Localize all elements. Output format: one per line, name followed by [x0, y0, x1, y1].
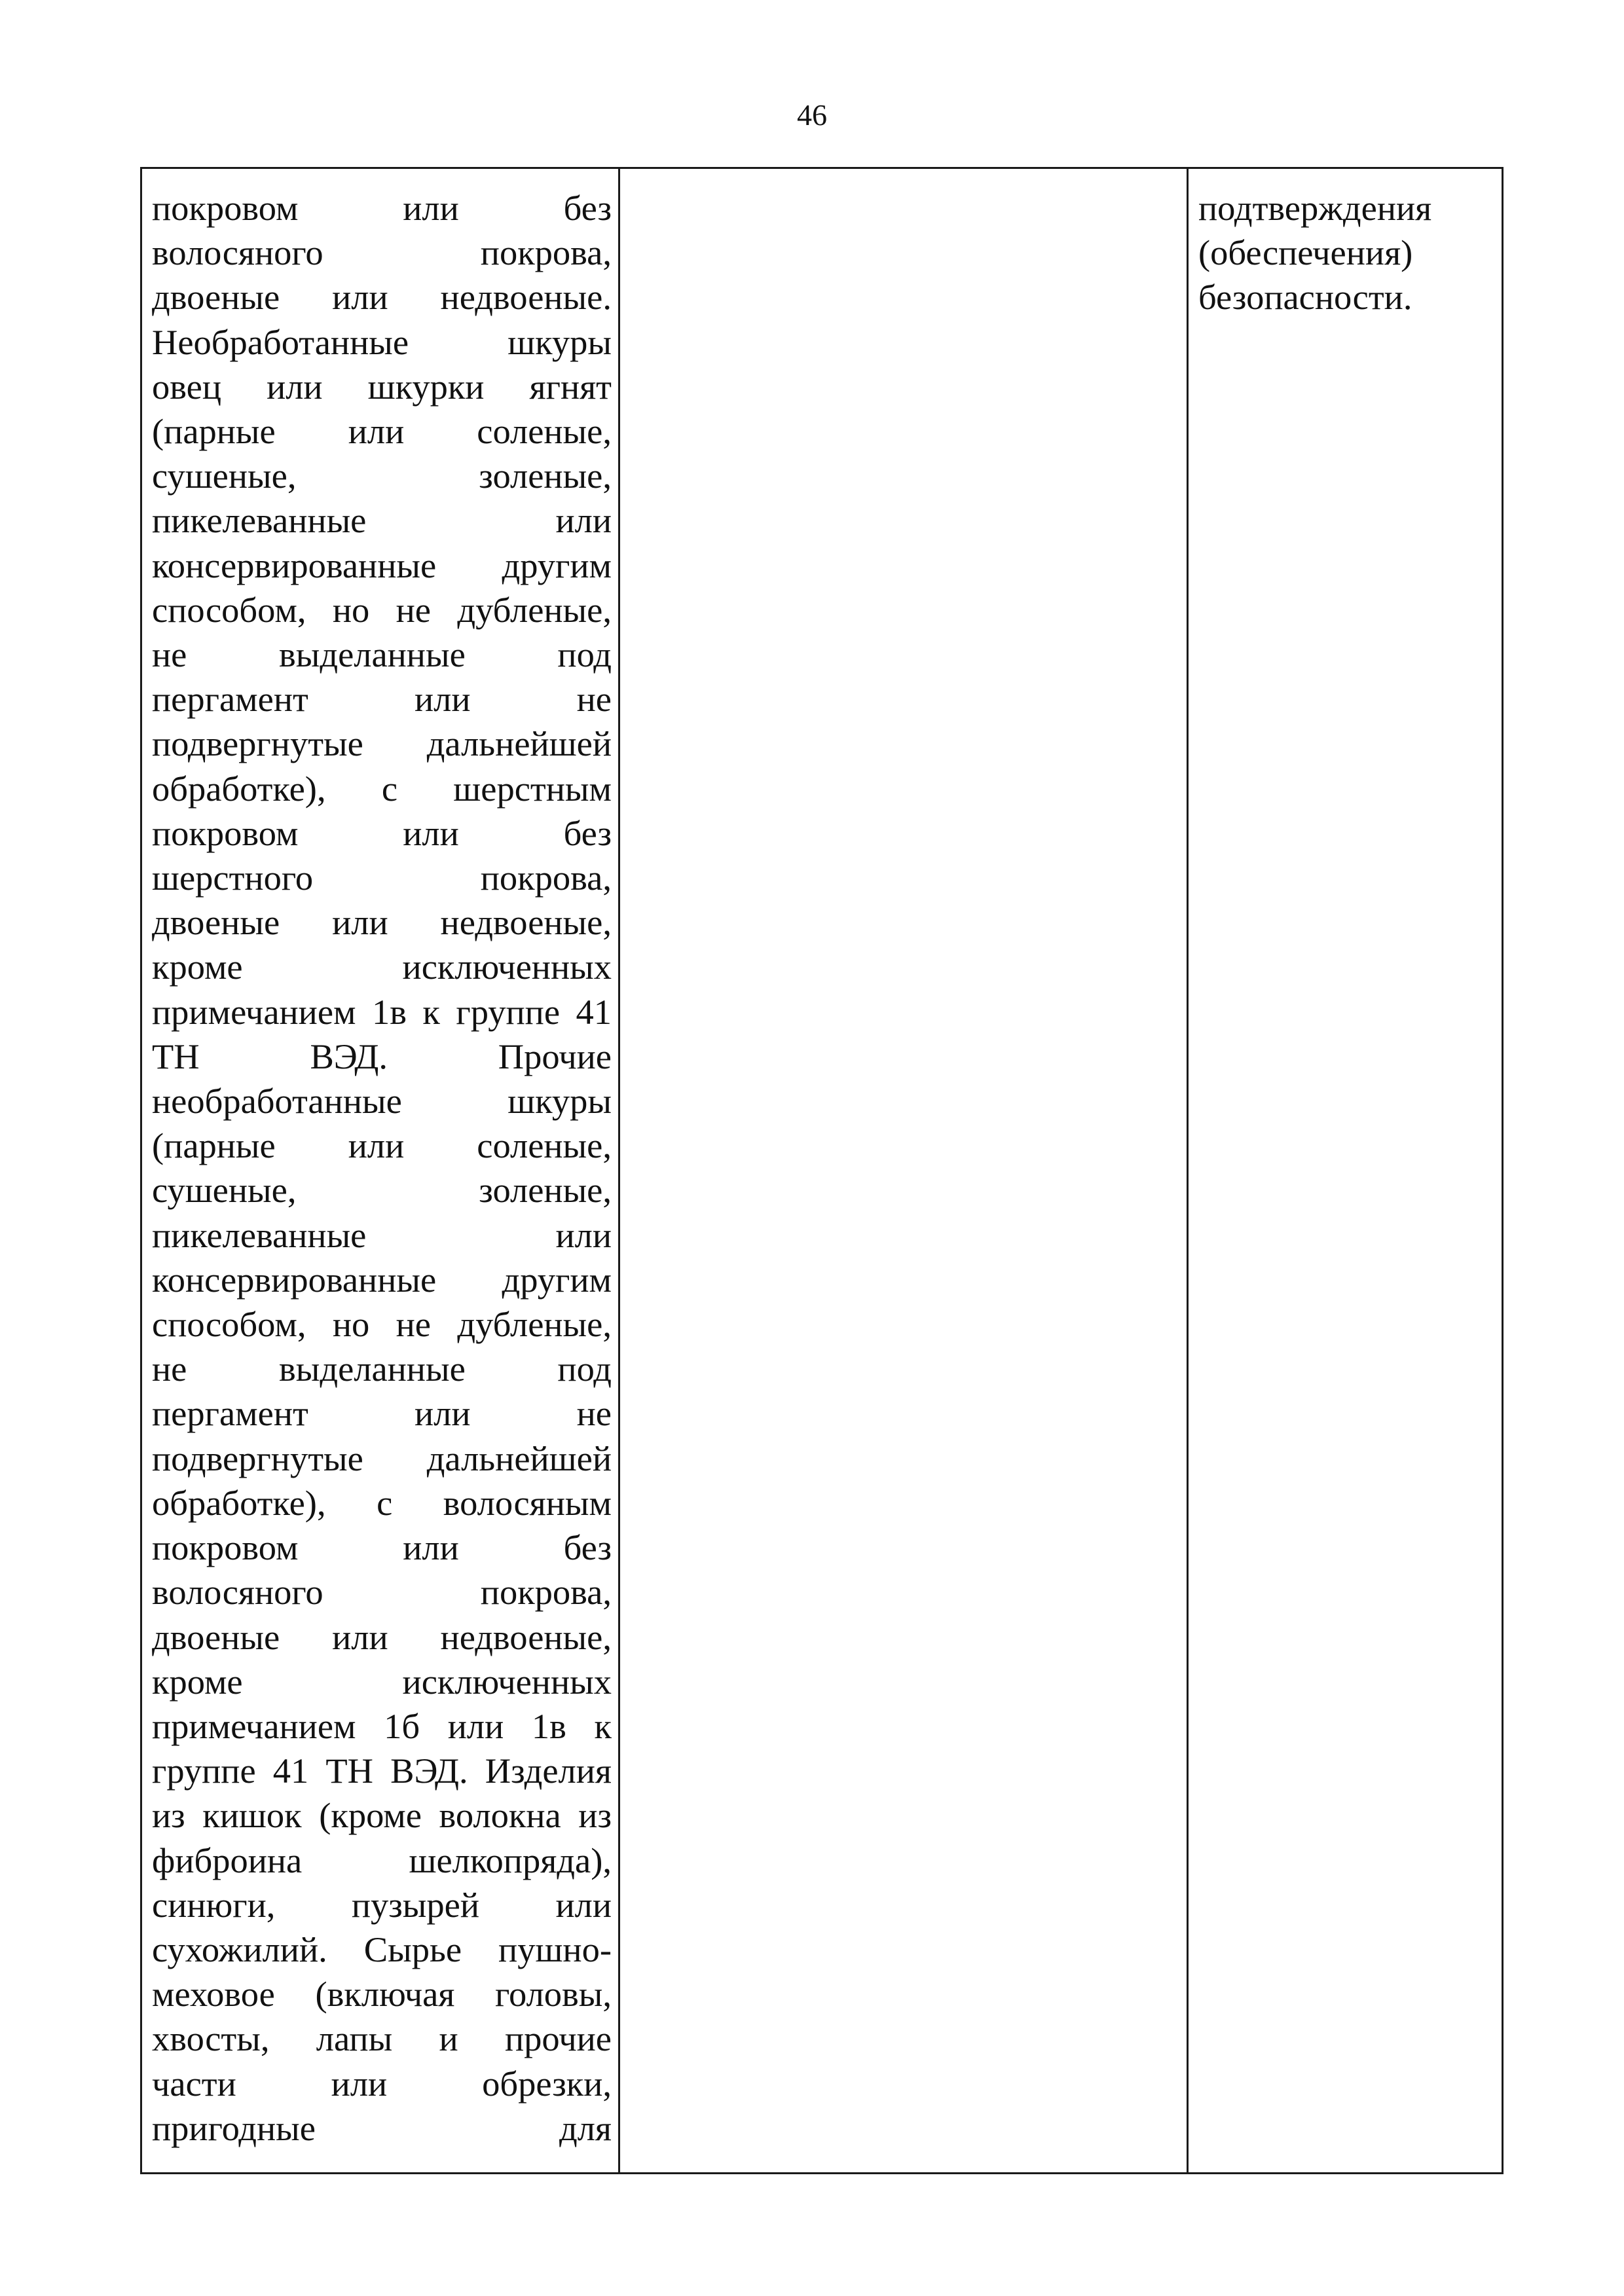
table-row	[141, 168, 1503, 2174]
text-line: сухожилий. Сырье пушно-	[152, 1929, 612, 1969]
table-cell-safety-confirmation	[1188, 168, 1503, 2174]
text-line: волосяного покрова,	[152, 232, 612, 273]
text-line: примечанием 1б или 1в к	[152, 1705, 612, 1746]
text-line: из кишок (кроме волокна из	[152, 1795, 612, 1836]
text-line: двоеные или недвоеные,	[152, 1616, 612, 1657]
text-line: двоеные или недвоеные.	[152, 277, 612, 318]
text-line: пергамент или не	[152, 679, 612, 720]
text-line: двоеные или недвоеные,	[152, 902, 612, 943]
text-line: пергамент или не	[152, 1393, 612, 1434]
text-line: обработке), с шерстным	[152, 768, 612, 809]
text-line: покровом или без	[152, 188, 612, 228]
text-line: покровом или без	[152, 1527, 612, 1568]
text-line: фиброина шелкопряда),	[152, 1840, 612, 1880]
text-line: (парные или соленые,	[152, 411, 612, 452]
text-line: группе 41 ТН ВЭД. Изделия	[152, 1751, 612, 1791]
text-line: сушеные, золеные,	[152, 456, 612, 496]
page-number: 46	[797, 98, 827, 132]
table-cell-empty	[619, 168, 1188, 2174]
text-line: способом, но не дубленые,	[152, 1304, 612, 1345]
text-line: ТН ВЭД. Прочие	[152, 1036, 612, 1076]
text-line: (парные или соленые,	[152, 1125, 612, 1166]
text-line: консервированные другим	[152, 1259, 612, 1300]
text-line: не выделанные под	[152, 1349, 612, 1389]
text-line: хвосты, лапы и прочие	[152, 2018, 612, 2059]
text-line: покровом или без	[152, 812, 612, 853]
text-line: части или обрезки,	[152, 2063, 612, 2104]
text-line: консервированные другим	[152, 545, 612, 585]
text-line: Необработанные шкуры	[152, 321, 612, 362]
text-line: шерстного покрова,	[152, 858, 612, 898]
text-line: (обеспечения)	[1198, 232, 1413, 273]
text-line: кроме исключенных	[152, 1661, 612, 1702]
text-line: кроме исключенных	[152, 947, 612, 987]
text-line: синюги, пузырей или	[152, 1884, 612, 1925]
table-cell-product-description	[141, 168, 619, 2174]
text-line: способом, но не дубленые,	[152, 589, 612, 630]
text-line: подтверждения	[1198, 188, 1432, 228]
text-line: подвергнутые дальнейшей	[152, 723, 612, 764]
text-line: волосяного покрова,	[152, 1572, 612, 1613]
text-line: безопасности.	[1198, 277, 1412, 318]
text-line: обработке), с волосяным	[152, 1482, 612, 1523]
text-line: необработанные шкуры	[152, 1081, 612, 1121]
text-line: пригодные для	[152, 2107, 612, 2148]
text-line: не выделанные под	[152, 634, 612, 675]
document-table	[140, 167, 1504, 2174]
text-line: пикелеванные или	[152, 500, 612, 541]
text-line: овец или шкурки ягнят	[152, 366, 612, 407]
text-line: сушеные, золеные,	[152, 1170, 612, 1211]
safety-confirmation-text	[1189, 169, 1502, 320]
text-line: пикелеванные или	[152, 1214, 612, 1255]
text-line: подвергнутые дальнейшей	[152, 1438, 612, 1478]
product-description-text	[142, 169, 618, 2151]
text-line: примечанием 1в к группе 41	[152, 991, 612, 1032]
text-line: меховое (включая головы,	[152, 1974, 612, 2014]
